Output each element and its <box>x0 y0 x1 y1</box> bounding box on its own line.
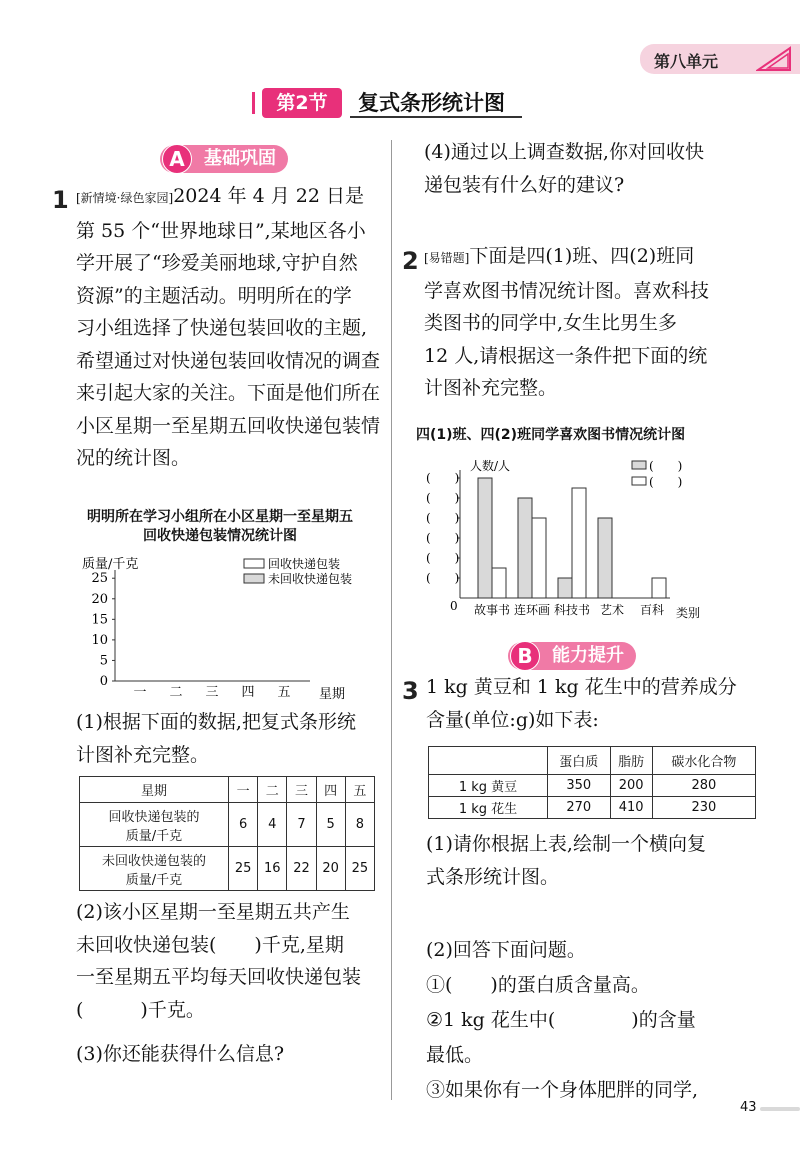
table-3-row-label: 1 kg 花生 <box>429 797 548 819</box>
table-1-row-label <box>80 803 229 847</box>
chart-2-ytick-blank: ( ) <box>426 531 460 545</box>
chart-2-category-label: 科技书 <box>553 603 591 617</box>
q1-sub4 <box>424 136 764 201</box>
q1-line-1-text: 2024 年 4 月 22 日是 <box>173 185 365 207</box>
q1-line: 习小组选择了快递包装回收的主题, <box>76 317 368 339</box>
column-divider <box>391 140 392 1100</box>
question-1-text <box>76 180 388 475</box>
q1-line: 第 55 个“世界地球日”,某地区各小 <box>76 219 366 242</box>
legend-1-swatch-unrecycled <box>244 574 264 583</box>
q3-c1: ①( )的蛋白质含量高。 <box>426 974 650 996</box>
q3-sub1-line: (1)请你根据上表,绘制一个横向复 <box>426 833 706 855</box>
table-3-header <box>429 747 548 775</box>
q1-sub2-line: 未回收快递包装( )千克,星期 <box>76 933 344 956</box>
q1-sub2-line: ( )千克。 <box>76 998 205 1021</box>
chart-1-title <box>60 508 380 546</box>
q3-sub1-line: 式条形统计图。 <box>426 865 560 888</box>
q1-sub2 <box>76 896 388 1026</box>
section-badge: 第2节 <box>262 88 342 118</box>
q3-sub1 <box>426 828 766 893</box>
chart-1-category-label: 一 <box>133 685 147 700</box>
page-number: 43 <box>740 1100 757 1115</box>
chart-1-ytick-label: 0 <box>99 674 108 689</box>
table-1-cell: 16 <box>258 847 287 891</box>
table-1-cell: 8 <box>345 803 374 847</box>
chart-1-ytick-label: 25 <box>91 571 108 587</box>
chart-2-ytick-blank: ( ) <box>426 571 460 585</box>
table-3-header: 脂肪 <box>610 747 652 775</box>
q1-line: 希望通过对快递包装回收情况的调查 <box>76 349 381 372</box>
chart-2-category-label: 艺术 <box>599 603 625 617</box>
q1-sub2-line: 一至星期五平均每天回收快递包装 <box>76 966 362 988</box>
table-3-header: 蛋白质 <box>548 747 611 775</box>
unit-label: 第八单元 <box>654 52 719 71</box>
q2-line: 计图补充完整。 <box>424 377 558 399</box>
table-1-header: 五 <box>345 777 374 803</box>
chart-1-xlabel: 星期 <box>319 687 346 700</box>
q1-line: 学开展了“珍爱美丽地球,守护自然 <box>76 252 358 274</box>
legend-2-swatch-1 <box>632 461 646 469</box>
q1-data-table <box>79 776 375 891</box>
ruler-icon <box>756 46 792 72</box>
legend-1-label-unrecycled: 未回收快递包装 <box>268 572 353 586</box>
chart-2-ytick-blank: ( ) <box>426 471 460 485</box>
q1-sub1-line: (1)根据下面的数据,把复式条形统 <box>76 711 356 733</box>
table-1-row-label <box>80 847 229 891</box>
section-title: 复式条形统计图 <box>350 88 522 118</box>
q1-sub2-line: (2)该小区星期一至星期五共产生 <box>76 901 350 923</box>
level-a-badge <box>160 145 288 173</box>
q3-line: 1 kg 黄豆和 1 kg 花生中的营养成分 <box>426 676 737 698</box>
table-1-header: 星期 <box>80 777 229 803</box>
level-b-label: 能力提升 <box>552 645 624 666</box>
table-3-cell: 280 <box>652 775 755 797</box>
q1-sub3: (3)你还能获得什么信息? <box>76 1043 285 1065</box>
chart-2-origin: 0 <box>450 599 458 613</box>
table-1-header: 三 <box>287 777 316 803</box>
chart-2-bar <box>572 488 586 598</box>
chart-1-category-label: 三 <box>205 685 219 700</box>
question-3-text <box>426 671 766 736</box>
chart-1-title-line-1: 明明所在学习小组所在小区星期一至星期五 <box>87 509 353 525</box>
q2-line-1-text: 下面是四(1)班、四(2)班同 <box>469 245 695 267</box>
chart-2-bar <box>518 498 532 598</box>
chart-2-ylabel: 人数/人 <box>470 459 511 473</box>
table-3-cell: 200 <box>610 775 652 797</box>
q1-sub1 <box>76 706 388 771</box>
level-b-letter: B <box>510 641 540 671</box>
chart-1-category-label: 五 <box>277 685 291 700</box>
chart-1-ytick-label: 5 <box>99 653 108 669</box>
table-3-cell: 410 <box>610 797 652 819</box>
table-1-header: 二 <box>258 777 287 803</box>
table-1-cell: 5 <box>316 803 345 847</box>
q2-line: 学喜欢图书情况统计图。喜欢科技 <box>424 279 710 302</box>
q3-c3: ③如果你有一个身体肥胖的同学, <box>426 1079 699 1101</box>
table-1-cell: 25 <box>345 847 374 891</box>
table-3-row-label: 1 kg 黄豆 <box>429 775 548 797</box>
chart-1-category-label: 二 <box>169 685 183 700</box>
q1-sub4-line: (4)通过以上调查数据,你对回收快 <box>424 141 704 163</box>
table-1-cell: 22 <box>287 847 316 891</box>
chart-2-ytick-blank: ( ) <box>426 511 460 525</box>
table-1-cell: 4 <box>258 803 287 847</box>
q3-c2a: ②1 kg 花生中( )的含量 <box>426 1009 696 1031</box>
chart-1-title-line-2: 回收快递包装情况统计图 <box>143 528 297 544</box>
legend-2-swatch-2 <box>632 477 646 485</box>
question-3-number: 3 <box>402 677 419 705</box>
chart-1-ytick-label: 20 <box>91 591 108 607</box>
level-a-letter: A <box>162 144 192 174</box>
question-1-number: 1 <box>52 186 69 214</box>
q1-line: 来引起大家的关注。下面是他们所在 <box>76 382 381 404</box>
q1-sub4-line: 递包装有什么好的建议? <box>424 173 625 196</box>
q3-data-table <box>428 746 756 819</box>
chart-1-ytick-label: 10 <box>91 632 108 648</box>
unit-tab <box>640 44 800 74</box>
table-3-cell: 230 <box>652 797 755 819</box>
legend-2-blank-2: ( ) <box>649 475 683 489</box>
q3-sub2: (2)回答下面问题。 <box>426 939 586 961</box>
q2-line-1 <box>424 240 764 275</box>
page-bar <box>760 1107 800 1111</box>
q1-line: 况的统计图。 <box>76 447 191 469</box>
chart-2-category-label: 故事书 <box>473 603 511 617</box>
chart-2-xlabel: 类别 <box>676 606 701 620</box>
table-1-header: 四 <box>316 777 345 803</box>
chart-2-ytick-blank: ( ) <box>426 551 460 565</box>
table-3-cell: 350 <box>548 775 611 797</box>
chart-1-ylabel: 质量/千克 <box>82 557 139 572</box>
table-1-cell: 7 <box>287 803 316 847</box>
level-a-label: 基础巩固 <box>204 148 276 169</box>
q1-line: 小区星期一至星期五回收快递包装情 <box>76 414 381 437</box>
chart-2-bar <box>492 568 506 598</box>
q1-line-1 <box>76 180 388 215</box>
chart-2-bar <box>558 578 572 598</box>
chart-2-category-label: 连环画 <box>513 603 551 617</box>
section-bracket <box>252 92 261 114</box>
chart-1-category-label: 四 <box>241 685 255 700</box>
chart-2-title: 四(1)班、四(2)班同学喜欢图书情况统计图 <box>416 427 686 443</box>
table-1-cell: 6 <box>229 803 258 847</box>
legend-1-label-recycled: 回收快递包装 <box>268 557 341 571</box>
row-label-line: 质量/千克 <box>125 828 183 844</box>
level-b-badge <box>508 642 636 670</box>
chart-2-bar <box>478 478 492 598</box>
chart-2-bar <box>652 578 666 598</box>
question-2-text <box>424 240 764 405</box>
table-1-header: 一 <box>229 777 258 803</box>
chart-1-ytick-label: 15 <box>91 612 108 628</box>
chart-2-category-label: 百科 <box>639 603 665 617</box>
q3-line: 含量(单位:g)如下表: <box>426 708 599 731</box>
legend-2-blank-1: ( ) <box>649 459 683 473</box>
q2-line: 类图书的同学中,女生比男生多 <box>424 312 678 334</box>
chart-2 <box>418 452 748 624</box>
table-3-cell: 270 <box>548 797 611 819</box>
row-label-line: 未回收快递包装的 <box>101 853 206 869</box>
table-1-cell: 20 <box>316 847 345 891</box>
row-label-line: 质量/千克 <box>125 872 183 888</box>
q1-tag: [新情境·绿色家园] <box>76 191 174 205</box>
row-label-line: 回收快递包装的 <box>108 809 200 825</box>
q2-tag: [易错题] <box>424 251 470 265</box>
chart-2-bar <box>532 518 546 598</box>
q2-line: 12 人,请根据这一条件把下面的统 <box>424 344 708 367</box>
chart-1 <box>60 550 390 700</box>
table-1-cell: 25 <box>229 847 258 891</box>
table-3-header: 碳水化合物 <box>652 747 755 775</box>
q3-c2b: 最低。 <box>426 1044 484 1066</box>
question-2-number: 2 <box>402 247 419 275</box>
chart-2-bar <box>598 518 612 598</box>
chart-2-ytick-blank: ( ) <box>426 491 460 505</box>
legend-1-swatch-recycled <box>244 559 264 568</box>
q1-sub1-line: 计图补充完整。 <box>76 743 210 766</box>
q1-line: 资源”的主题活动。明明所在的学 <box>76 284 352 307</box>
